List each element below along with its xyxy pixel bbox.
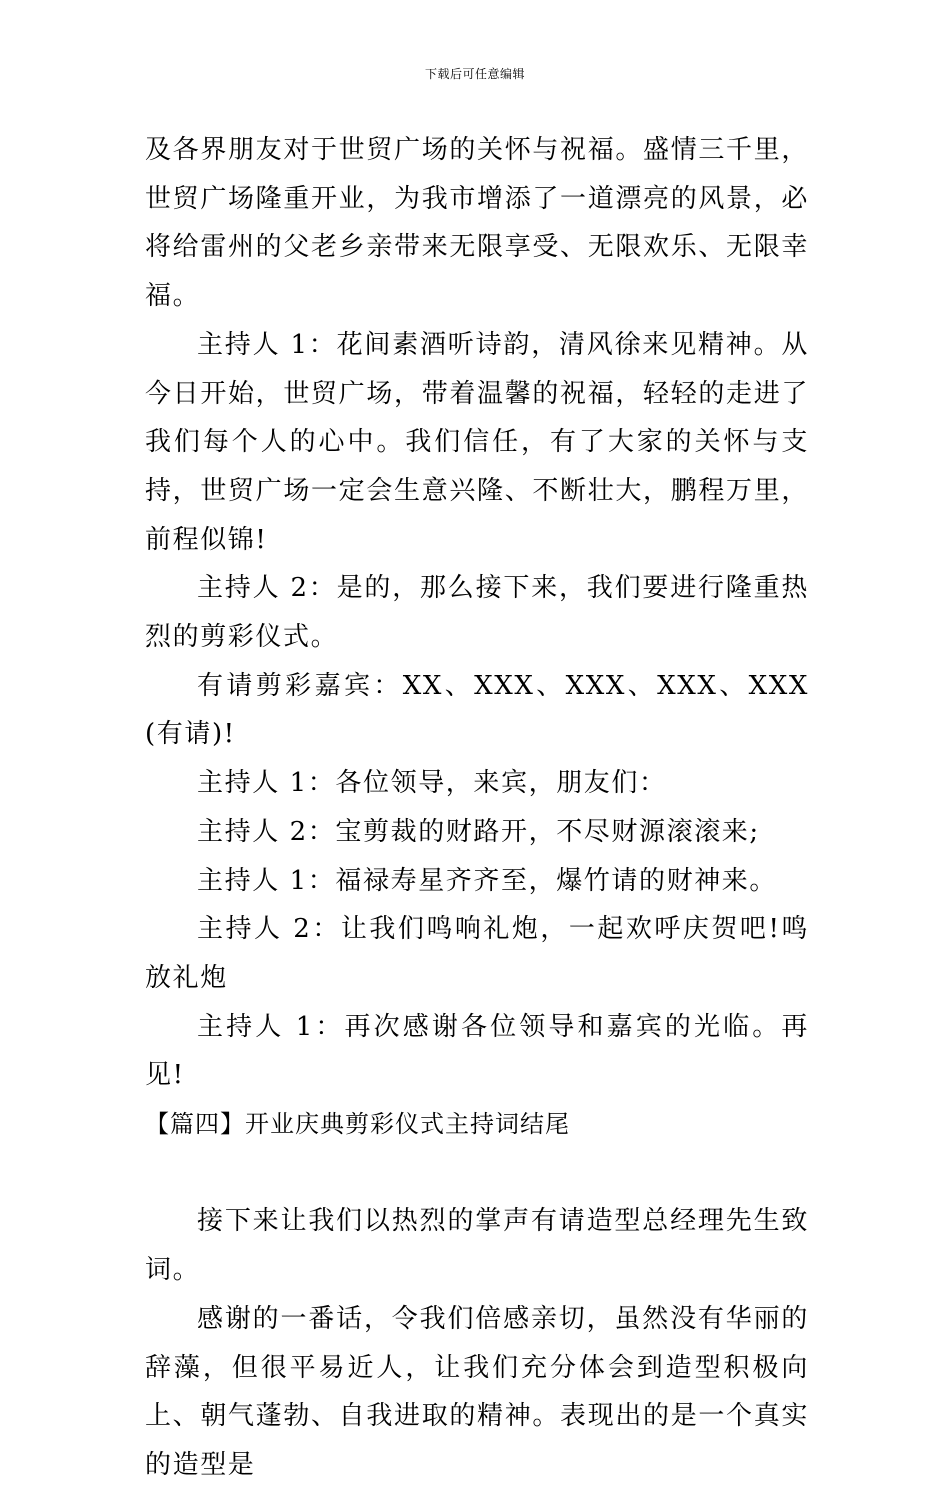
document-body [145,126,809,1490]
paragraph-host2-fortune: 主持人 2：宝剪裁的财路开，不尽财源滚滚来; [197,816,760,847]
section-spacer [145,1149,809,1198]
paragraph-host1-farewell: 主持人 1：再次感谢各位领导和嘉宾的光临。再见! [145,1011,809,1091]
paragraph-host1-greeting: 主持人 1：各位领导，来宾，朋友们： [197,768,667,799]
paragraph-host2-salute: 主持人 2：让我们鸣响礼炮，一起欢呼庆贺吧!鸣放礼炮 [145,914,809,993]
paragraph-host1-opening: 主持人 1：花间素酒听诗韵，清风徐来见精神。从今日开始，世贸广场，带着温馨的祝福，轻轻的走进了我们每个人的心中。我们信任，有了大家的关怀与支持，世贸广场一定会生意兴隆、不断壮大，鹏程万里，前程似锦! [145,329,809,555]
paragraph-host1-blessing: 主持人 1：福禄寿星齐齐至，爆竹请的财神来。 [197,865,778,896]
paragraph-invite-speech: 接下来让我们以热烈的掌声有请造型总经理先生致词。 [145,1206,809,1286]
paragraph-host2-ribbon: 主持人 2：是的，那么接下来，我们要进行隆重热烈的剪彩仪式。 [145,573,809,653]
paragraph-thanks: 感谢的一番话，令我们倍感亲切，虽然没有华丽的辞藻，但很平易近人，让我们充分体会到造型积极向上、朝气蓬勃、自我进取的精神。表现出的是一个真实的造型是 [145,1303,809,1480]
paragraph-continued: 及各界朋友对于世贸广场的关怀与祝福。盛情三千里，世贸广场隆重开业，为我市增添了一道漂亮的风景，必将给雷州的父老乡亲带来无限享受、无限欢乐、无限幸福。 [145,135,809,312]
page-header-note: 下载后可任意编辑 [424,67,525,81]
paragraph-guests: 有请剪彩嘉宾：XX、XXX、XXX、XXX、XXX(有请)! [145,670,809,750]
section-heading: 【篇四】开业庆典剪彩仪式主持词结尾 [145,1110,570,1139]
